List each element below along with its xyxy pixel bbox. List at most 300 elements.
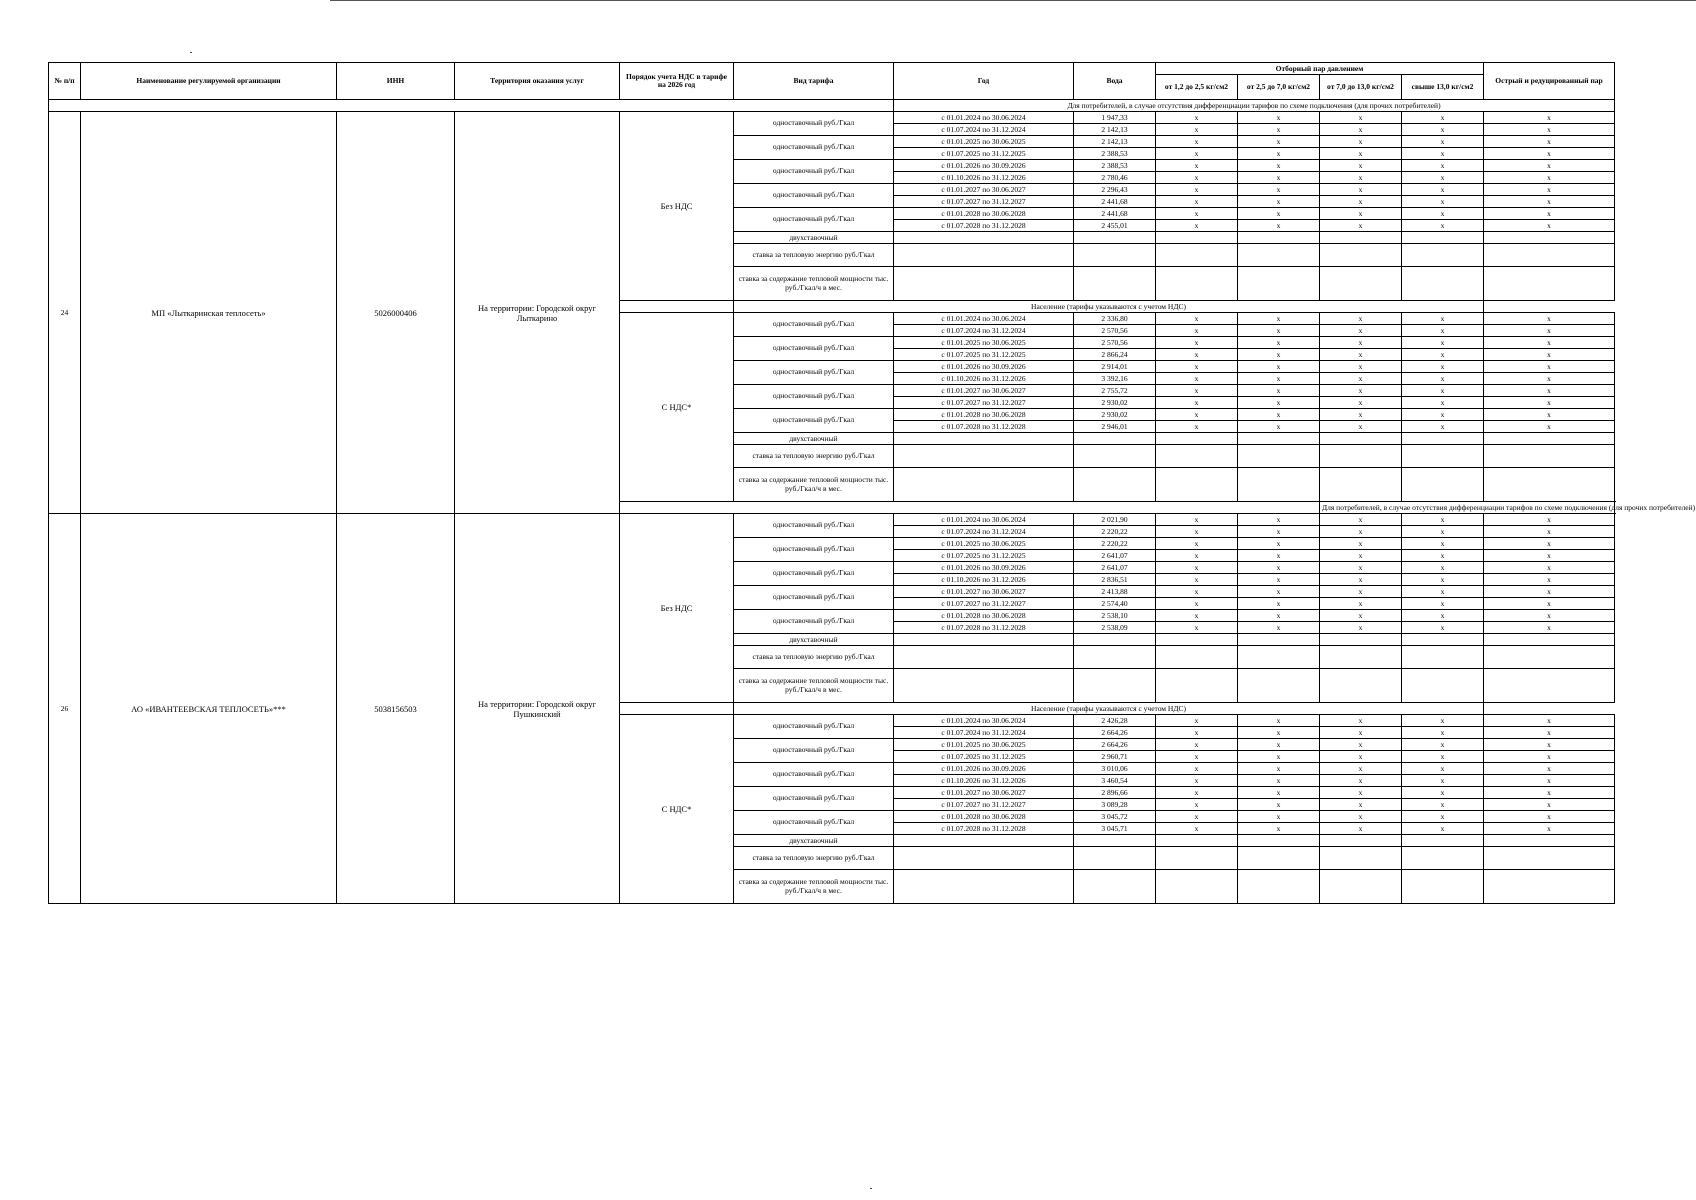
x-mark-cell: x	[1156, 751, 1238, 763]
x-mark-cell: x	[1156, 172, 1238, 184]
water-value-cell: 2 142,13	[1074, 124, 1156, 136]
tariff-type-one-part: одноставочный руб./Гкал	[734, 112, 894, 136]
capacity-rate-label: ставка за содержание тепловой мощности тыс. руб./Гкал/ч в мес.	[734, 870, 894, 904]
x-mark-cell: x	[1484, 799, 1615, 811]
x-mark-cell: x	[1156, 124, 1238, 136]
x-mark-cell: x	[1238, 763, 1320, 775]
x-mark-cell: x	[1320, 409, 1402, 421]
tariff-type-one-part: одноставочный руб./Гкал	[734, 313, 894, 337]
col-steam-2-header: от 2,5 до 7,0 кг/см2	[1238, 75, 1320, 100]
empty-cell	[1484, 847, 1615, 870]
tariff-type-one-part: одноставочный руб./Гкал	[734, 184, 894, 208]
x-mark-cell: x	[1320, 739, 1402, 751]
empty-cell	[1074, 847, 1156, 870]
vat-mode-cell: Без НДС	[620, 514, 734, 703]
x-mark-cell: x	[1402, 574, 1484, 586]
tariff-type-two-part: двухставочный	[734, 634, 894, 646]
col-year-header: Год	[894, 63, 1074, 100]
x-mark-cell: x	[1484, 586, 1615, 598]
x-mark-cell: x	[1402, 823, 1484, 835]
tariff-type-one-part: одноставочный руб./Гкал	[734, 715, 894, 739]
empty-cell	[1320, 634, 1402, 646]
x-mark-cell: x	[1320, 337, 1402, 349]
period-cell: с 01.07.2028 по 31.12.2028	[894, 622, 1074, 634]
empty-cell	[1484, 445, 1615, 468]
water-value-cell: 2 866,24	[1074, 349, 1156, 361]
x-mark-cell: x	[1484, 538, 1615, 550]
x-mark-cell: x	[1402, 421, 1484, 433]
x-mark-cell: x	[1320, 148, 1402, 160]
x-mark-cell: x	[1402, 208, 1484, 220]
x-mark-cell: x	[1484, 361, 1615, 373]
x-mark-cell: x	[1402, 373, 1484, 385]
water-value-cell: 2 388,53	[1074, 160, 1156, 172]
empty-cell	[1320, 232, 1402, 244]
x-mark-cell: x	[1238, 739, 1320, 751]
empty-cell	[1074, 445, 1156, 468]
tariff-type-one-part: одноставочный руб./Гкал	[734, 811, 894, 835]
empty-cell	[1074, 870, 1156, 904]
empty-cell	[1484, 433, 1615, 445]
water-value-cell: 3 010,06	[1074, 763, 1156, 775]
x-mark-cell: x	[1156, 799, 1238, 811]
x-mark-cell: x	[1402, 622, 1484, 634]
x-mark-cell: x	[1156, 409, 1238, 421]
tariff-type-one-part: одноставочный руб./Гкал	[734, 562, 894, 586]
x-mark-cell: x	[1238, 610, 1320, 622]
x-mark-cell: x	[1156, 385, 1238, 397]
x-mark-cell: x	[1238, 586, 1320, 598]
period-cell: с 01.07.2027 по 31.12.2027	[894, 598, 1074, 610]
empty-cell	[1156, 433, 1238, 445]
water-value-cell: 2 641,07	[1074, 550, 1156, 562]
x-mark-cell: x	[1402, 184, 1484, 196]
x-mark-cell: x	[1402, 811, 1484, 823]
water-value-cell: 2 413,88	[1074, 586, 1156, 598]
x-mark-cell: x	[1402, 172, 1484, 184]
tariff-type-two-part: двухставочный	[734, 433, 894, 445]
scan-dot	[190, 52, 192, 53]
empty-cell	[1074, 669, 1156, 703]
period-cell: с 01.01.2024 по 30.06.2024	[894, 112, 1074, 124]
water-value-cell: 2 896,66	[1074, 787, 1156, 799]
x-mark-cell: x	[1156, 586, 1238, 598]
period-cell: с 01.01.2024 по 30.06.2024	[894, 313, 1074, 325]
empty-cell	[1320, 669, 1402, 703]
x-mark-cell: x	[1484, 610, 1615, 622]
empty-cell	[1156, 669, 1238, 703]
section-title: Для потребителей, в случае отсутствия дифференциации тарифов по схеме подключения (для прочих потребителей)	[1320, 502, 1615, 514]
water-value-cell: 3 460,54	[1074, 775, 1156, 787]
water-value-cell: 2 441,68	[1074, 208, 1156, 220]
x-mark-cell: x	[1238, 727, 1320, 739]
tariff-type-one-part: одноставочный руб./Гкал	[734, 208, 894, 232]
tariff-type-one-part: одноставочный руб./Гкал	[734, 361, 894, 385]
vat-mode-cell: С НДС*	[620, 715, 734, 904]
x-mark-cell: x	[1238, 337, 1320, 349]
period-cell: с 01.07.2028 по 31.12.2028	[894, 421, 1074, 433]
x-mark-cell: x	[1320, 823, 1402, 835]
x-mark-cell: x	[1238, 799, 1320, 811]
empty-cell	[1484, 835, 1615, 847]
empty-cell	[1238, 244, 1320, 267]
x-mark-cell: x	[1238, 574, 1320, 586]
x-mark-cell: x	[1484, 775, 1615, 787]
tariff-type-one-part: одноставочный руб./Гкал	[734, 409, 894, 433]
water-value-cell: 2 641,07	[1074, 562, 1156, 574]
x-mark-cell: x	[1484, 196, 1615, 208]
x-mark-cell: x	[1156, 349, 1238, 361]
x-mark-cell: x	[1484, 751, 1615, 763]
x-mark-cell: x	[1402, 598, 1484, 610]
water-value-cell: 3 089,28	[1074, 799, 1156, 811]
x-mark-cell: x	[1238, 538, 1320, 550]
empty-cell	[894, 244, 1074, 267]
x-mark-cell: x	[1238, 715, 1320, 727]
x-mark-cell: x	[1156, 727, 1238, 739]
x-mark-cell: x	[1320, 172, 1402, 184]
x-mark-cell: x	[1238, 397, 1320, 409]
x-mark-cell: x	[1484, 622, 1615, 634]
x-mark-cell: x	[1484, 184, 1615, 196]
x-mark-cell: x	[1402, 124, 1484, 136]
empty-cell	[894, 646, 1074, 669]
empty-cell	[1484, 646, 1615, 669]
period-cell: с 01.10.2026 по 31.12.2026	[894, 172, 1074, 184]
section-spacer	[620, 703, 734, 715]
x-mark-cell: x	[1484, 787, 1615, 799]
x-mark-cell: x	[1402, 409, 1484, 421]
empty-cell	[1402, 634, 1484, 646]
x-mark-cell: x	[1156, 196, 1238, 208]
empty-cell	[1402, 468, 1484, 502]
empty-cell	[1156, 232, 1238, 244]
empty-cell	[1484, 870, 1615, 904]
x-mark-cell: x	[1238, 409, 1320, 421]
org-territory: На территории: Городской округ Пушкинский	[455, 514, 620, 904]
x-mark-cell: x	[1156, 373, 1238, 385]
x-mark-cell: x	[1238, 184, 1320, 196]
org-inn: 5026000406	[337, 112, 455, 514]
empty-cell	[1156, 445, 1238, 468]
empty-cell	[894, 267, 1074, 301]
period-cell: с 01.07.2024 по 31.12.2024	[894, 727, 1074, 739]
x-mark-cell: x	[1156, 715, 1238, 727]
period-cell: с 01.01.2024 по 30.06.2024	[894, 514, 1074, 526]
empty-cell	[1156, 244, 1238, 267]
energy-rate-label: ставка за тепловую энергию руб./Гкал	[734, 646, 894, 669]
water-value-cell: 3 045,72	[1074, 811, 1156, 823]
x-mark-cell: x	[1484, 823, 1615, 835]
x-mark-cell: x	[1402, 148, 1484, 160]
x-mark-cell: x	[1484, 148, 1615, 160]
x-mark-cell: x	[1320, 184, 1402, 196]
col-number-header: № п/п	[49, 63, 81, 100]
empty-cell	[1238, 646, 1320, 669]
period-cell: с 01.01.2028 по 30.06.2028	[894, 811, 1074, 823]
org-name: АО «ИВАНТЕЕВСКАЯ ТЕПЛОСЕТЬ»***	[81, 514, 337, 904]
x-mark-cell: x	[1484, 409, 1615, 421]
col-tariff-type-header: Вид тарифа	[734, 63, 894, 100]
x-mark-cell: x	[1238, 598, 1320, 610]
x-mark-cell: x	[1402, 763, 1484, 775]
col-steam-1-header: от 1,2 до 2,5 кг/см2	[1156, 75, 1238, 100]
period-cell: с 01.01.2025 по 30.06.2025	[894, 136, 1074, 148]
water-value-cell: 2 336,80	[1074, 313, 1156, 325]
x-mark-cell: x	[1484, 727, 1615, 739]
x-mark-cell: x	[1238, 550, 1320, 562]
period-cell: с 01.01.2025 по 30.06.2025	[894, 337, 1074, 349]
empty-cell	[1074, 267, 1156, 301]
empty-cell	[1074, 835, 1156, 847]
period-cell: с 01.07.2024 по 31.12.2024	[894, 526, 1074, 538]
empty-cell	[1402, 870, 1484, 904]
x-mark-cell: x	[1238, 313, 1320, 325]
empty-cell	[1156, 870, 1238, 904]
period-cell: с 01.10.2026 по 31.12.2026	[894, 775, 1074, 787]
capacity-rate-label: ставка за содержание тепловой мощности тыс. руб./Гкал/ч в мес.	[734, 468, 894, 502]
x-mark-cell: x	[1156, 562, 1238, 574]
empty-cell	[1238, 847, 1320, 870]
empty-cell	[1156, 835, 1238, 847]
period-cell: с 01.01.2026 по 30.09.2026	[894, 160, 1074, 172]
x-mark-cell: x	[1484, 172, 1615, 184]
empty-cell	[1074, 646, 1156, 669]
x-mark-cell: x	[1156, 787, 1238, 799]
empty-cell	[1484, 468, 1615, 502]
x-mark-cell: x	[1238, 220, 1320, 232]
water-value-cell: 2 538,10	[1074, 610, 1156, 622]
org-number: 26	[49, 514, 81, 904]
scan-dot	[870, 1188, 872, 1189]
empty-cell	[1074, 232, 1156, 244]
x-mark-cell: x	[1156, 160, 1238, 172]
x-mark-cell: x	[1484, 313, 1615, 325]
x-mark-cell: x	[1484, 562, 1615, 574]
x-mark-cell: x	[1320, 514, 1402, 526]
col-steam-4-header: свыше 13,0 кг/см2	[1402, 75, 1484, 100]
empty-cell	[1320, 445, 1402, 468]
x-mark-cell: x	[1156, 148, 1238, 160]
x-mark-cell: x	[1484, 136, 1615, 148]
x-mark-cell: x	[1402, 751, 1484, 763]
water-value-cell: 3 392,16	[1074, 373, 1156, 385]
period-cell: с 01.07.2028 по 31.12.2028	[894, 220, 1074, 232]
period-cell: с 01.01.2027 по 30.06.2027	[894, 385, 1074, 397]
x-mark-cell: x	[1156, 775, 1238, 787]
x-mark-cell: x	[1320, 124, 1402, 136]
x-mark-cell: x	[1402, 385, 1484, 397]
energy-rate-label: ставка за тепловую энергию руб./Гкал	[734, 847, 894, 870]
water-value-cell: 2 388,53	[1074, 148, 1156, 160]
tariff-type-one-part: одноставочный руб./Гкал	[734, 739, 894, 763]
empty-cell	[1484, 267, 1615, 301]
x-mark-cell: x	[1402, 787, 1484, 799]
x-mark-cell: x	[1156, 763, 1238, 775]
org-inn: 5038156503	[337, 514, 455, 904]
x-mark-cell: x	[1156, 550, 1238, 562]
empty-cell	[894, 445, 1074, 468]
x-mark-cell: x	[1320, 586, 1402, 598]
x-mark-cell: x	[1320, 727, 1402, 739]
empty-cell	[1402, 835, 1484, 847]
capacity-rate-label: ставка за содержание тепловой мощности тыс. руб./Гкал/ч в мес.	[734, 669, 894, 703]
empty-cell	[1402, 232, 1484, 244]
water-value-cell: 2 946,01	[1074, 421, 1156, 433]
x-mark-cell: x	[1402, 526, 1484, 538]
empty-cell	[1320, 870, 1402, 904]
section-spacer	[620, 502, 1320, 514]
tariff-type-one-part: одноставочный руб./Гкал	[734, 538, 894, 562]
x-mark-cell: x	[1402, 220, 1484, 232]
x-mark-cell: x	[1320, 421, 1402, 433]
water-value-cell: 2 455,01	[1074, 220, 1156, 232]
tariff-type-one-part: одноставочный руб./Гкал	[734, 337, 894, 361]
water-value-cell: 2 296,43	[1074, 184, 1156, 196]
x-mark-cell: x	[1156, 220, 1238, 232]
x-mark-cell: x	[1402, 325, 1484, 337]
x-mark-cell: x	[1484, 811, 1615, 823]
period-cell: с 01.07.2027 по 31.12.2027	[894, 397, 1074, 409]
period-cell: с 01.07.2024 по 31.12.2024	[894, 325, 1074, 337]
empty-cell	[1238, 870, 1320, 904]
empty-cell	[894, 669, 1074, 703]
x-mark-cell: x	[1156, 622, 1238, 634]
empty-cell	[1402, 433, 1484, 445]
x-mark-cell: x	[1484, 598, 1615, 610]
empty-cell	[894, 433, 1074, 445]
org-name: МП «Лыткаринская теплосеть»	[81, 112, 337, 514]
x-mark-cell: x	[1156, 136, 1238, 148]
x-mark-cell: x	[1320, 385, 1402, 397]
capacity-rate-label: ставка за содержание тепловой мощности тыс. руб./Гкал/ч в мес.	[734, 267, 894, 301]
x-mark-cell: x	[1402, 514, 1484, 526]
empty-cell	[1156, 646, 1238, 669]
water-value-cell: 2 664,26	[1074, 739, 1156, 751]
empty-cell	[1074, 468, 1156, 502]
tariff-table	[48, 62, 1696, 904]
section-row	[49, 100, 1615, 112]
x-mark-cell: x	[1156, 361, 1238, 373]
x-mark-cell: x	[1402, 136, 1484, 148]
x-mark-cell: x	[1156, 421, 1238, 433]
empty-cell	[1156, 634, 1238, 646]
period-cell: с 01.10.2026 по 31.12.2026	[894, 373, 1074, 385]
x-mark-cell: x	[1484, 349, 1615, 361]
water-value-cell: 2 930,02	[1074, 409, 1156, 421]
x-mark-cell: x	[1156, 514, 1238, 526]
x-mark-cell: x	[1320, 112, 1402, 124]
x-mark-cell: x	[1484, 208, 1615, 220]
empty-cell	[1074, 244, 1156, 267]
period-cell: с 01.01.2028 по 30.06.2028	[894, 208, 1074, 220]
water-value-cell: 2 021,90	[1074, 514, 1156, 526]
x-mark-cell: x	[1156, 325, 1238, 337]
section-title: Для потребителей, в случае отсутствия дифференциации тарифов по схеме подключения (для прочих потребителей)	[894, 100, 1615, 112]
empty-cell	[1238, 835, 1320, 847]
x-mark-cell: x	[1402, 313, 1484, 325]
period-cell: с 01.01.2028 по 30.06.2028	[894, 610, 1074, 622]
x-mark-cell: x	[1320, 349, 1402, 361]
tariff-type-one-part: одноставочный руб./Гкал	[734, 385, 894, 409]
x-mark-cell: x	[1320, 136, 1402, 148]
x-mark-cell: x	[1402, 562, 1484, 574]
period-cell: с 01.01.2024 по 30.06.2024	[894, 715, 1074, 727]
empty-cell	[1320, 847, 1402, 870]
x-mark-cell: x	[1238, 514, 1320, 526]
tariff-type-one-part: одноставочный руб./Гкал	[734, 787, 894, 811]
empty-cell	[1402, 445, 1484, 468]
x-mark-cell: x	[1238, 112, 1320, 124]
x-mark-cell: x	[1238, 775, 1320, 787]
x-mark-cell: x	[1484, 526, 1615, 538]
x-mark-cell: x	[1320, 373, 1402, 385]
x-mark-cell: x	[1320, 775, 1402, 787]
x-mark-cell: x	[1402, 727, 1484, 739]
period-cell: с 01.01.2026 по 30.09.2026	[894, 361, 1074, 373]
x-mark-cell: x	[1238, 349, 1320, 361]
x-mark-cell: x	[1238, 196, 1320, 208]
x-mark-cell: x	[1156, 538, 1238, 550]
period-cell: с 01.07.2027 по 31.12.2027	[894, 196, 1074, 208]
col-territory-header: Территория оказания услуг	[455, 63, 620, 100]
x-mark-cell: x	[1484, 550, 1615, 562]
x-mark-cell: x	[1484, 337, 1615, 349]
empty-cell	[1402, 847, 1484, 870]
x-mark-cell: x	[1402, 196, 1484, 208]
x-mark-cell: x	[1484, 220, 1615, 232]
empty-cell	[1402, 669, 1484, 703]
tariff-type-two-part: двухставочный	[734, 232, 894, 244]
x-mark-cell: x	[1238, 361, 1320, 373]
x-mark-cell: x	[1156, 112, 1238, 124]
x-mark-cell: x	[1156, 574, 1238, 586]
period-cell: с 01.10.2026 по 31.12.2026	[894, 574, 1074, 586]
x-mark-cell: x	[1320, 538, 1402, 550]
x-mark-cell: x	[1402, 775, 1484, 787]
x-mark-cell: x	[1320, 526, 1402, 538]
period-cell: с 01.07.2025 по 31.12.2025	[894, 550, 1074, 562]
x-mark-cell: x	[1320, 811, 1402, 823]
x-mark-cell: x	[1402, 715, 1484, 727]
empty-cell	[1484, 244, 1615, 267]
x-mark-cell: x	[1320, 562, 1402, 574]
org-number: 24	[49, 112, 81, 514]
x-mark-cell: x	[1320, 220, 1402, 232]
col-steam-3-header: от 7,0 до 13,0 кг/см2	[1320, 75, 1402, 100]
x-mark-cell: x	[1484, 112, 1615, 124]
empty-cell	[1484, 232, 1615, 244]
col-inn-header: ИНН	[337, 63, 455, 100]
water-value-cell: 2 220,22	[1074, 538, 1156, 550]
x-mark-cell: x	[1238, 325, 1320, 337]
x-mark-cell: x	[1402, 739, 1484, 751]
period-cell: с 01.01.2025 по 30.06.2025	[894, 538, 1074, 550]
period-cell: с 01.07.2025 по 31.12.2025	[894, 349, 1074, 361]
x-mark-cell: x	[1238, 811, 1320, 823]
x-mark-cell: x	[1238, 385, 1320, 397]
x-mark-cell: x	[1320, 325, 1402, 337]
tariff-type-two-part: двухставочный	[734, 835, 894, 847]
x-mark-cell: x	[1238, 148, 1320, 160]
tariff-type-one-part: одноставочный руб./Гкал	[734, 763, 894, 787]
x-mark-cell: x	[1484, 739, 1615, 751]
period-cell: с 01.01.2026 по 30.09.2026	[894, 763, 1074, 775]
x-mark-cell: x	[1156, 811, 1238, 823]
x-mark-cell: x	[1320, 610, 1402, 622]
period-cell: с 01.07.2025 по 31.12.2025	[894, 751, 1074, 763]
x-mark-cell: x	[1156, 823, 1238, 835]
